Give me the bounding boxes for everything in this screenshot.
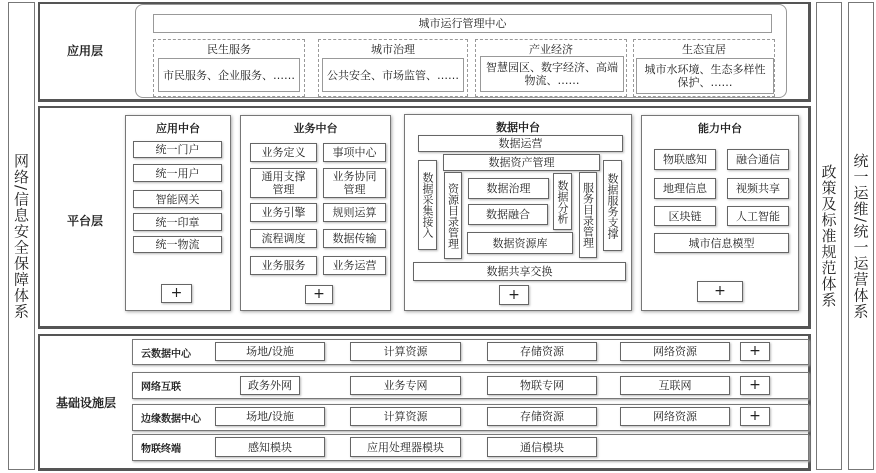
infra-item: 业务专网 [350, 376, 461, 395]
module-item: 统一物流 [133, 236, 222, 253]
infra-item: 场地/设施 [215, 342, 325, 361]
add-edge-dc-item-button[interactable]: + [740, 407, 770, 426]
module-item: 业务定义 [250, 143, 317, 162]
infra-item: 政务外网 [240, 376, 300, 395]
city-operation-center: 城市运行管理中心 [153, 14, 772, 33]
row-label: 网络互联 [141, 382, 181, 393]
security-system-bar [8, 2, 35, 470]
panel-title: 业务中台 [293, 122, 338, 135]
data-sharing-exchange: 数据共享交换 [413, 262, 626, 281]
group-content: 智慧园区、数字经济、高端物流、…… [480, 56, 624, 92]
row-label: 物联终端 [141, 444, 181, 455]
data-resource-repository: 数据资源库 [467, 232, 573, 254]
group-content: 公共安全、市场监管、…… [322, 58, 464, 92]
module-item: 地理信息 [654, 178, 716, 199]
infra-item: 互联网 [620, 376, 730, 395]
add-capability-module-button[interactable]: + [697, 281, 743, 302]
data-collection-access: 数据采集接入 [418, 160, 437, 250]
service-catalog-management: 服务目录管理 [579, 172, 597, 258]
infra-item: 感知模块 [215, 437, 325, 457]
app-group-livelihood [153, 39, 305, 97]
module-item: 视频共享 [727, 178, 789, 199]
module-item: 业务引擎 [250, 203, 317, 222]
add-app-module-button[interactable]: + [161, 284, 192, 303]
infrastructure-layer-label: 基础设施层 [55, 395, 116, 410]
resource-catalog-management: 资源目录管理 [444, 172, 462, 259]
infra-item: 场地/设施 [215, 407, 325, 426]
module-item: 业务服务 [250, 256, 317, 275]
add-business-module-button[interactable]: + [305, 285, 333, 304]
module-item: 事项中心 [323, 143, 386, 162]
app-group-governance [318, 39, 468, 97]
standards-system-label: 政策及标准规范体系 [819, 164, 838, 308]
standards-system-bar [816, 2, 842, 470]
group-content: 市民服务、企业服务、…… [158, 58, 300, 92]
module-item: 区块链 [654, 206, 716, 226]
module-item: 通用支撑管理 [250, 168, 317, 198]
operations-system-bar [848, 2, 874, 470]
module-item: 统一门户 [133, 141, 222, 158]
module-item: 统一用户 [133, 164, 222, 182]
module-item: 流程调度 [250, 229, 317, 248]
group-title: 产业经济 [529, 43, 573, 56]
infra-item: 物联专网 [487, 376, 597, 395]
module-item: 智能网关 [133, 190, 222, 208]
infra-item: 计算资源 [350, 342, 461, 361]
module-item: 人工智能 [727, 206, 789, 226]
infra-item: 网络资源 [620, 342, 730, 361]
app-layer-label: 应用层 [66, 43, 103, 58]
app-group-economy [475, 39, 627, 97]
module-item: 城市信息模型 [654, 233, 789, 253]
data-analysis: 数据分析 [553, 173, 572, 230]
infra-item: 计算资源 [350, 407, 461, 426]
infra-item: 应用处理器模块 [350, 437, 461, 457]
data-operations: 数据运营 [418, 135, 623, 152]
module-item: 融合通信 [727, 149, 789, 170]
infra-item: 网络资源 [620, 407, 730, 426]
panel-title: 能力中台 [698, 122, 742, 135]
group-title: 生态宜居 [682, 43, 726, 56]
module-item: 物联感知 [654, 149, 716, 170]
operations-system-label: 统一运维/统一运营体系 [851, 152, 870, 320]
infra-item: 存储资源 [487, 342, 597, 361]
add-data-module-button[interactable]: + [499, 285, 529, 305]
panel-title: 应用中台 [156, 122, 200, 135]
module-item: 业务运营 [323, 256, 386, 275]
group-title: 民生服务 [207, 43, 251, 56]
data-asset-management: 数据资产管理 [443, 154, 600, 171]
data-service-support: 数据服务支撑 [603, 160, 622, 251]
app-group-ecology [633, 39, 775, 97]
add-network-item-button[interactable]: + [740, 376, 770, 395]
platform-layer-label: 平台层 [66, 213, 103, 228]
module-item: 规则运算 [323, 203, 386, 222]
infra-item: 通信模块 [487, 437, 597, 457]
add-cloud-dc-item-button[interactable]: + [740, 342, 770, 361]
group-title: 城市治理 [371, 43, 415, 56]
data-governance: 数据治理 [468, 178, 549, 199]
row-label: 云数据中心 [141, 348, 191, 360]
panel-title: 数据中台 [496, 121, 540, 134]
module-item: 统一印章 [133, 213, 222, 231]
group-content: 城市水环境、生态多样性保护、…… [636, 58, 774, 94]
module-item: 数据传输 [323, 229, 386, 248]
data-fusion: 数据融合 [468, 204, 548, 225]
security-system-label: 网络/信息安全保障体系 [12, 152, 30, 320]
infra-item: 存储资源 [487, 407, 597, 426]
module-item: 业务协同管理 [323, 168, 386, 198]
row-label: 边缘数据中心 [141, 414, 201, 425]
